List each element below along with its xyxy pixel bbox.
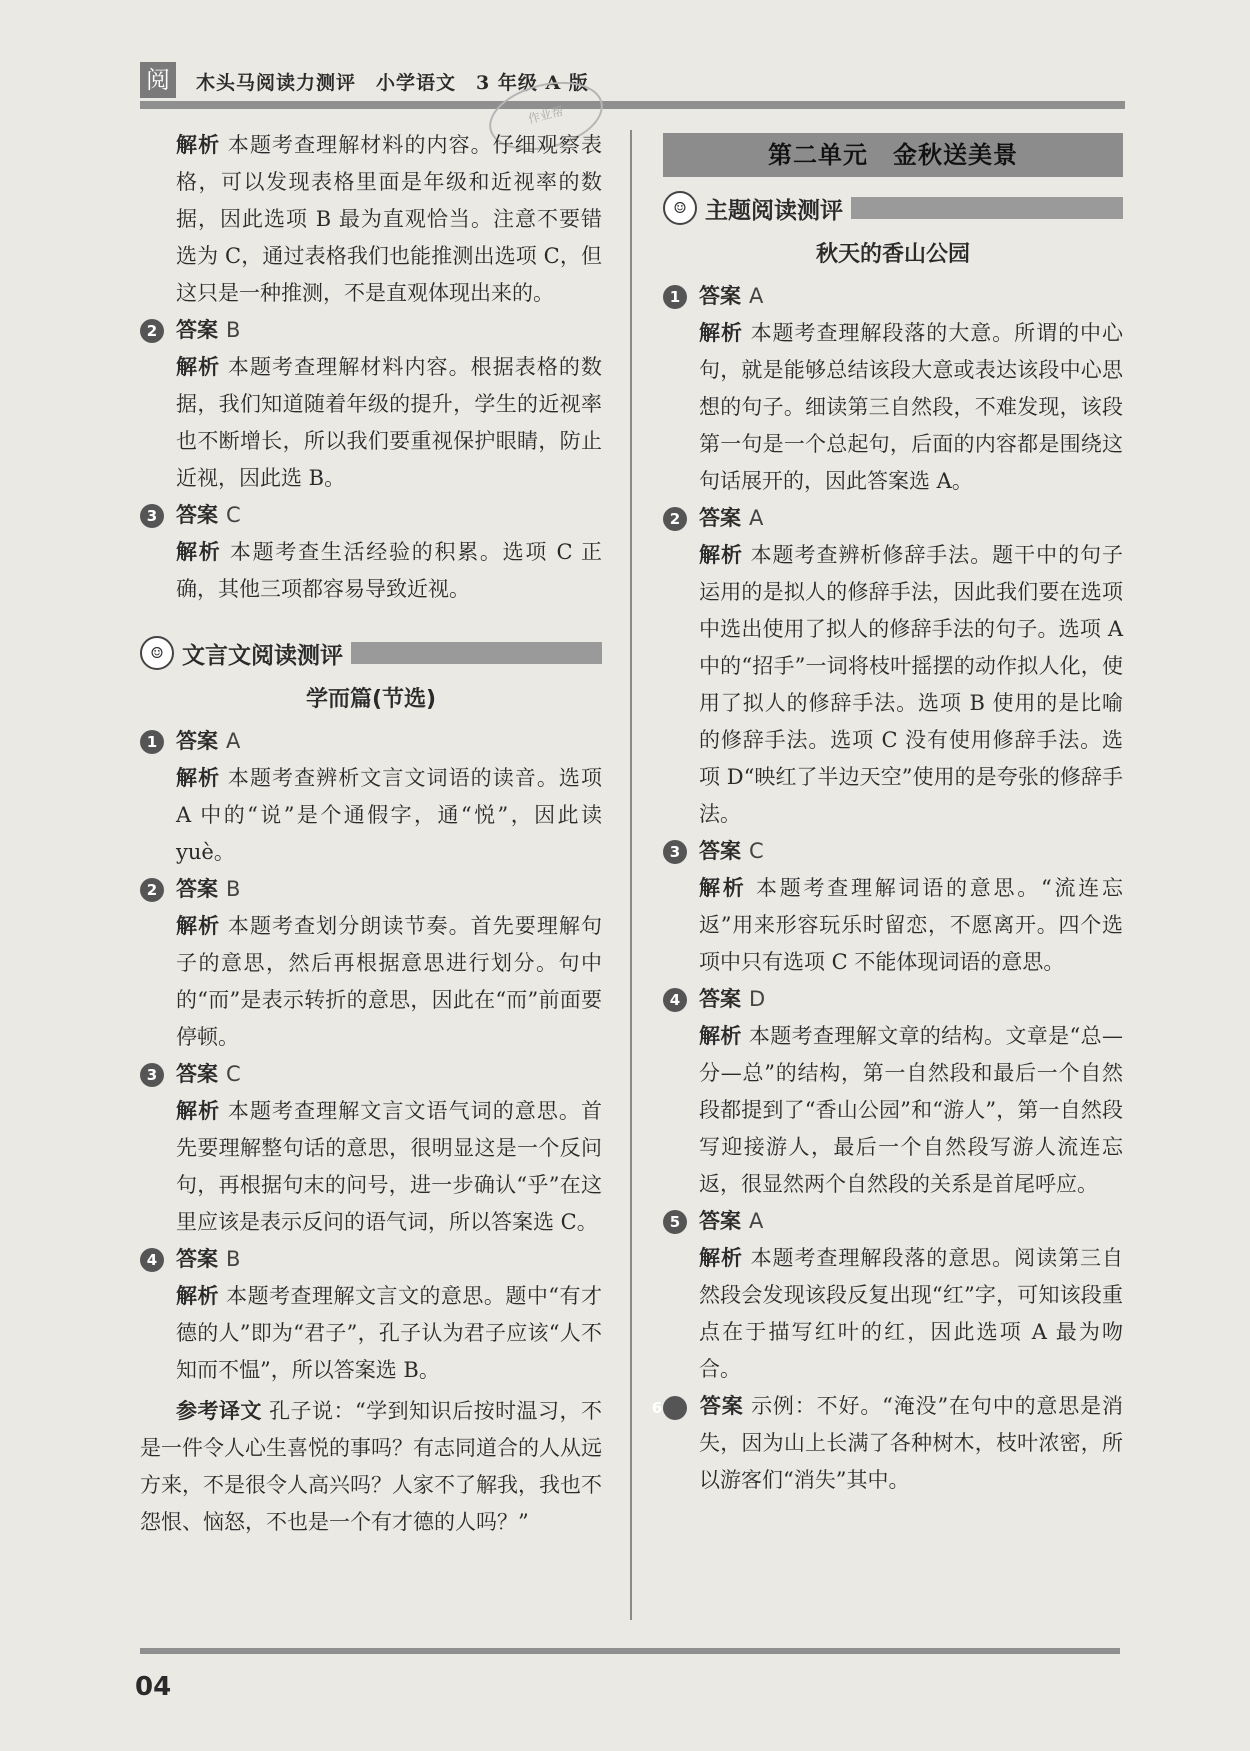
analysis-paragraph: [140, 1278, 602, 1389]
answer-row: [663, 278, 1123, 315]
answer-value: A: [749, 506, 764, 530]
answer-label: 答案: [699, 284, 741, 308]
answer-label: 答案: [699, 1209, 741, 1233]
answer-label: 答案: [699, 839, 741, 863]
analysis-text: 本题考查理解文言文语气词的意思。首先要理解整句话的意思，很明显这是一个反问句，再根据句末的问号，进一步确认“乎”在这里应该是表示反问的语气词，所以答案选 C。: [176, 1099, 602, 1234]
analysis-label: 解析: [699, 321, 743, 345]
answer-row: [663, 1203, 1123, 1240]
question-number-badge: 4: [663, 988, 687, 1012]
section-bar: [351, 642, 602, 664]
analysis-paragraph: [663, 537, 1123, 833]
answer-value: B: [226, 318, 241, 342]
column-divider: [630, 130, 632, 1620]
question-number-badge: 2: [663, 507, 687, 531]
analysis-label: 解析: [699, 1024, 742, 1048]
analysis-paragraph: [140, 1093, 602, 1241]
answer-row: [140, 871, 602, 908]
analysis-text: 本题考查划分朗读节奏。首先要理解句子的意思，然后再根据意思进行划分。句中的“而”是表示转折的意思，因此在“而”前面要停顿。: [176, 914, 602, 1049]
question-number-badge: 3: [140, 1063, 164, 1087]
analysis-paragraph: [140, 349, 602, 497]
question-number-badge: 6: [663, 1396, 687, 1420]
analysis-text: 本题考查理解材料内容。根据表格的数据，我们知道随着年级的提升，学生的近视率也不断增长，所以我们要重视保护眼睛，防止近视，因此选 B。: [176, 355, 602, 490]
answer-label: 答案: [699, 987, 741, 1011]
answer-label: 答案: [176, 877, 218, 901]
question-number-badge: 4: [140, 1248, 164, 1272]
answer-value: C: [226, 503, 241, 527]
analysis-text: 本题考查辨析文言文词语的读音。选项 A 中的“说”是个通假字，通“悦”，因此读 yuè。: [176, 766, 602, 864]
analysis-text: 本题考查理解文言文的意思。题中“有才德的人”即为“君子”，孔子认为君子应该“人不知而不愠”，所以答案选 B。: [176, 1284, 603, 1382]
analysis-label: 解析: [699, 1246, 743, 1270]
analysis-text: 本题考查生活经验的积累。选项 C 正确，其他三项都容易导致近视。: [176, 540, 603, 601]
analysis-label: 解析: [176, 540, 222, 564]
answer-row: [140, 1056, 602, 1093]
answer-label: 答案: [176, 503, 218, 527]
answer-row: [140, 1241, 602, 1278]
answer-label: 答案: [699, 1394, 744, 1418]
answer-label: 答案: [699, 506, 741, 530]
answer-value: C: [749, 839, 764, 863]
section-bar: [851, 197, 1123, 219]
answer-value: A: [749, 1209, 764, 1233]
header-rule: [140, 101, 1125, 109]
answer-row: [663, 500, 1123, 537]
running-header: 木头马阅读力测评 小学语文 3 年级 A 版: [196, 72, 589, 94]
question-number-badge: 3: [140, 504, 164, 528]
footer-rule: [140, 1648, 1120, 1654]
analysis-label: 解析: [176, 1284, 219, 1308]
section-heading: [140, 636, 602, 670]
analysis-text: 本题考查理解段落的大意。所谓的中心句，就是能够总结该段大意或表达该段中心思想的句子。细读第三自然段，不难发现，该段第一句是一个总起句，后面的内容都是围绕这句话展开的，因此答案选 A。: [699, 321, 1123, 493]
right-column: [651, 133, 1124, 1499]
analysis-label: 解析: [176, 355, 221, 379]
analysis-paragraph: [140, 760, 602, 871]
analysis-text: 本题考查理解词语的意思。“流连忘返”用来形容玩乐时留恋，不愿离开。四个选项中只有选项 C 不能体现词语的意思。: [699, 876, 1123, 974]
left-column: [140, 127, 602, 1541]
analysis-text: 本题考查理解材料的内容。仔细观察表格，可以发现表格里面是年级和近视率的数据，因此选项 B 最为直观恰当。注意不要错选为 C，通过表格我们也能推测出选项 C，但这只是一种推测，不是直观体现出来的。: [176, 133, 602, 305]
answer-row: [663, 981, 1123, 1018]
analysis-label: 解析: [699, 543, 743, 567]
answer-value: A: [226, 729, 241, 753]
section-title: 文言文阅读测评: [182, 642, 343, 669]
analysis-paragraph: [140, 908, 602, 1056]
translation-paragraph: [140, 1393, 602, 1541]
answer-label: 答案: [176, 1247, 218, 1271]
answer-value: A: [749, 284, 764, 308]
article-title: 秋天的香山公园: [815, 242, 970, 267]
analysis-label: 解析: [176, 914, 221, 938]
question-number-badge: 1: [140, 730, 164, 754]
translation-label: 参考译文: [176, 1399, 262, 1423]
article-title: 学而篇(节选): [305, 687, 437, 712]
answer-text: 示例：不好。“淹没”在句中的意思是消失，因为山上长满了各种树木，枝叶浓密，所以游客们“消失”其中。: [699, 1394, 1123, 1492]
page-number: 04: [135, 1672, 172, 1702]
analysis-paragraph: [663, 315, 1123, 500]
answer-row: [140, 723, 602, 760]
translation-text: 孔子说：“学到知识后按时温习，不是一件令人心生喜悦的事吗？有志同道合的人从远方来，不是很令人高兴吗？人家不了解我，我也不怨恨、恼怒，不也是一个有才德的人吗？”: [140, 1399, 602, 1534]
answer-value: B: [226, 877, 241, 901]
question-number-badge: 2: [140, 878, 164, 902]
analysis-label: 解析: [176, 1099, 221, 1123]
analysis-paragraph: [140, 127, 602, 312]
analysis-label: 解析: [176, 133, 221, 157]
answer-label: 答案: [176, 1062, 218, 1086]
analysis-paragraph: [663, 870, 1123, 981]
question-number-badge: 3: [663, 840, 687, 864]
answer-value: B: [226, 1247, 241, 1271]
analysis-text: 本题考查理解文章的结构。文章是“总—分—总”的结构，第一自然段和最后一个自然段都提到了“香山公园”和“游人”，第一自然段写迎接游人，最后一个自然段写游人流连忘返，很显然两个自然段的关系是首尾呼应。: [699, 1024, 1124, 1196]
student-face-icon: ☺: [663, 191, 697, 225]
analysis-paragraph: [663, 1018, 1123, 1203]
section-heading: [663, 191, 1123, 225]
analysis-paragraph: [663, 1240, 1123, 1388]
student-face-icon: ☺: [140, 636, 174, 670]
answer-label: 答案: [176, 729, 218, 753]
section-title: 主题阅读测评: [705, 197, 843, 224]
book-logo: 阅: [140, 62, 176, 98]
answer-label: 答案: [176, 318, 218, 342]
question-number-badge: 5: [663, 1210, 687, 1234]
analysis-text: 本题考查理解段落的意思。阅读第三自然段会发现该段反复出现“红”字，可知该段重点在于描写红叶的红，因此选项 A 最为吻合。: [699, 1246, 1123, 1381]
answer-paragraph: [651, 1388, 1123, 1499]
answer-row: [140, 312, 602, 349]
question-number-badge: 1: [663, 285, 687, 309]
analysis-label: 解析: [176, 766, 221, 790]
analysis-text: 本题考查辨析修辞手法。题干中的句子运用的是拟人的修辞手法，因此我们要在选项中选出使用了拟人的修辞手法的句子。选项 A 中的“招手”一词将枝叶摇摆的动作拟人化，使用了拟人的修辞手法。选项 B 使用的是比喻的修辞手法。选项 C 没有使用修辞手法。选项 D“映红了半边天空”使用的是夸张的修辞手法。: [699, 543, 1123, 826]
answer-row: [140, 497, 602, 534]
watermark-stamp: 作业帮: [482, 71, 610, 161]
answer-row: [663, 833, 1123, 870]
unit-banner: 第二单元 金秋送美景: [663, 133, 1123, 177]
analysis-label: 解析: [699, 876, 747, 900]
question-number-badge: 2: [140, 319, 164, 343]
analysis-paragraph: [140, 534, 602, 608]
answer-value: C: [226, 1062, 241, 1086]
answer-value: D: [749, 987, 766, 1011]
